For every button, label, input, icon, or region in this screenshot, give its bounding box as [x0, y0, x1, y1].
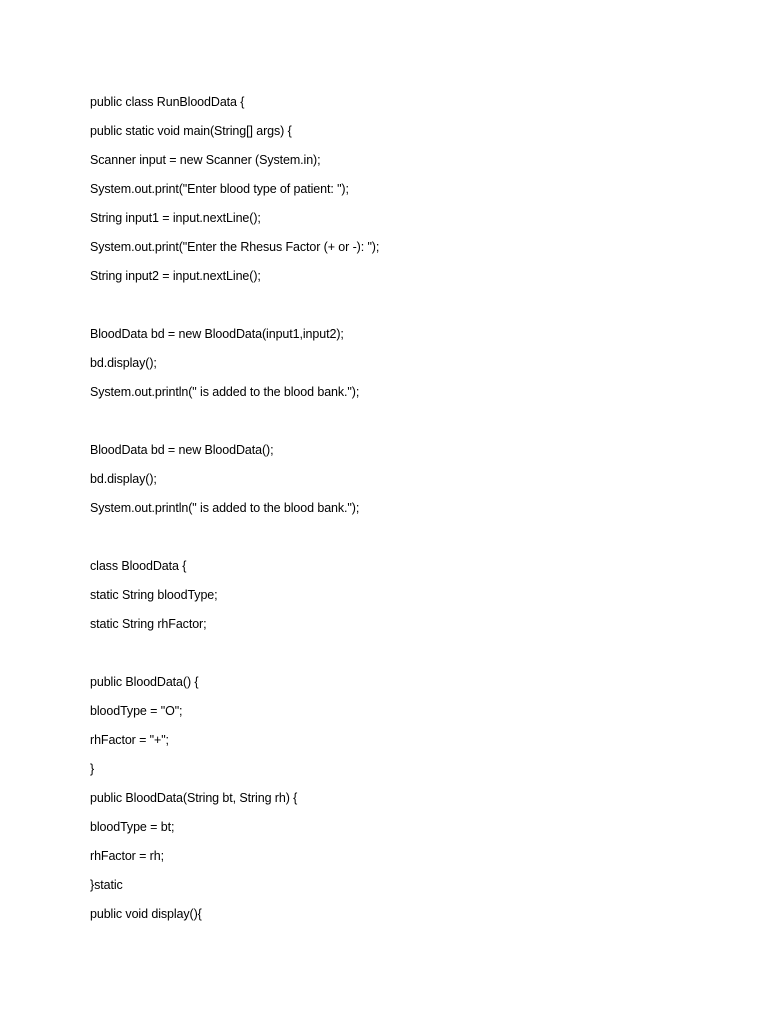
code-line: rhFactor = "+"; — [90, 733, 169, 747]
code-line: bd.display(); — [90, 356, 157, 370]
code-line: BloodData bd = new BloodData(); — [90, 443, 274, 457]
blank-line — [90, 529, 379, 558]
code-line: static String bloodType; — [90, 588, 218, 602]
code-line: bd.display(); — [90, 472, 157, 486]
code-line: }static — [90, 878, 123, 892]
code-line: bloodType = bt; — [90, 820, 175, 834]
code-line: System.out.println(" is added to the blood bank."); — [90, 385, 360, 399]
code-line: public BloodData() { — [90, 675, 199, 689]
blank-line — [90, 297, 379, 326]
code-listing — [90, 94, 379, 935]
blank-line — [90, 645, 379, 674]
code-line: bloodType = "O"; — [90, 704, 183, 718]
code-line: public class RunBloodData { — [90, 95, 245, 109]
code-line: public BloodData(String bt, String rh) { — [90, 791, 298, 805]
code-line: public static void main(String[] args) { — [90, 124, 292, 138]
code-line: String input1 = input.nextLine(); — [90, 211, 261, 225]
code-line: class BloodData { — [90, 559, 187, 573]
code-line: BloodData bd = new BloodData(input1,input2); — [90, 327, 344, 341]
code-line: System.out.print("Enter the Rhesus Factor (+ or -): "); — [90, 240, 380, 254]
code-line: public void display(){ — [90, 907, 202, 921]
code-line: Scanner input = new Scanner (System.in); — [90, 153, 321, 167]
code-line: static String rhFactor; — [90, 617, 207, 631]
code-line: rhFactor = rh; — [90, 849, 164, 863]
code-line: System.out.print("Enter blood type of patient: "); — [90, 182, 349, 196]
code-line: } — [90, 762, 95, 776]
blank-line — [90, 413, 379, 442]
code-line: String input2 = input.nextLine(); — [90, 269, 261, 283]
code-line: System.out.println(" is added to the blood bank."); — [90, 501, 360, 515]
